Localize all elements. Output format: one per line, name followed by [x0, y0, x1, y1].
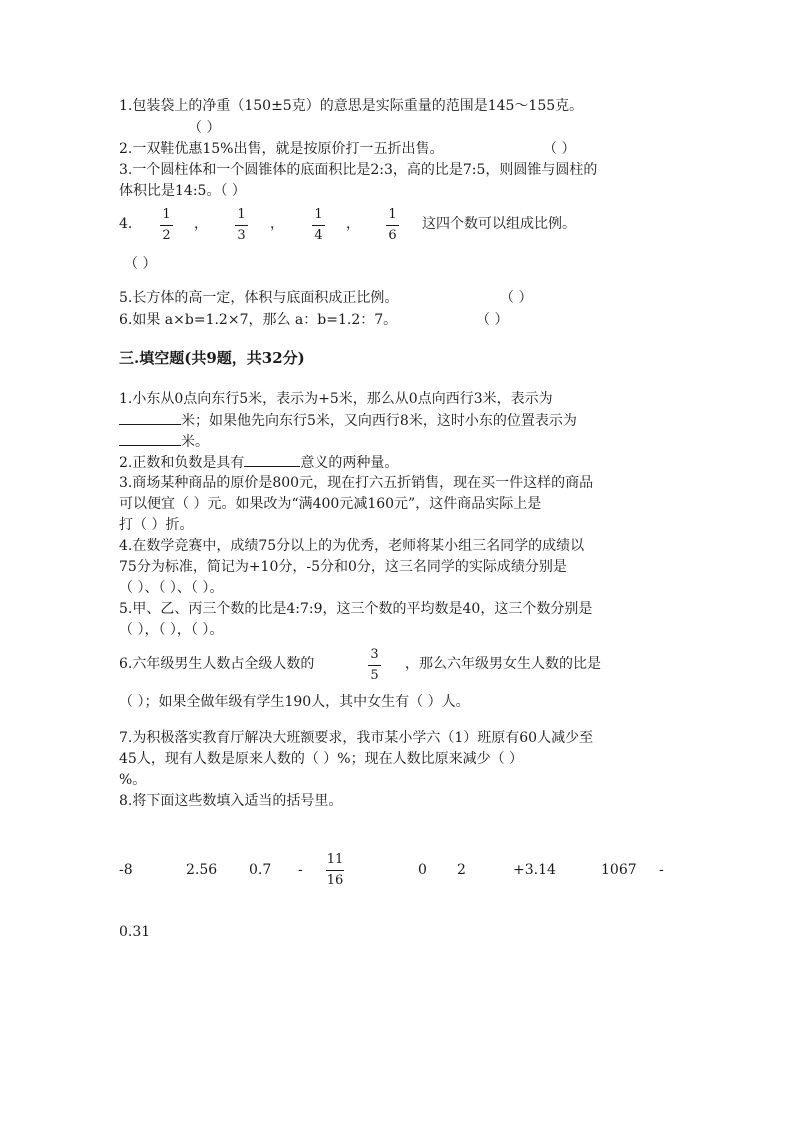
fill-q5-text: 5.甲、乙、丙三个数的比是4:7:9，这三个数的平均数是40，这三个数分别是	[119, 601, 593, 617]
fill-q1-text: 1.小东从0点向东行5米，表示为+5米，那么从0点向西行3米，表示为	[119, 391, 553, 407]
fill-q1-text-end: 米。	[181, 434, 209, 450]
judge-q5-answer-paren[interactable]: （ ）	[500, 290, 533, 306]
fraction-numerator: 1	[314, 207, 323, 222]
number-item: -	[659, 862, 664, 878]
fill-q6-text-end: （ ）；如果全做年级有学生190人，其中女生有（ ）人。	[119, 694, 470, 710]
fraction-bar	[312, 225, 325, 226]
fraction-bar	[326, 870, 344, 871]
number-item: 0.7	[249, 862, 272, 878]
judge-q5-text: 5.长方体的高一定，体积与底面积成正比例。	[119, 290, 399, 306]
judge-q4-number: 4.	[119, 216, 133, 232]
judge-q2-answer-paren[interactable]: （ ）	[543, 141, 576, 157]
fraction-denominator: 3	[237, 228, 246, 243]
fill-q4-text: 4.在数学竞赛中，成绩75分以上的为优秀，老师将某小组三名同学的成绩以	[119, 538, 585, 554]
number-item: 0	[418, 862, 427, 878]
fill-q4-text-cont: 75分为标准，简记为+10分，-5分和0分，这三名同学的实际成绩分别是	[119, 559, 567, 575]
fraction-numerator: 1	[162, 207, 171, 222]
fill-q8-text: 8.将下面这些数填入适当的括号里。	[119, 793, 343, 809]
judge-q6-text: 6.如果 a×b=1.2×7，那么 a：b=1.2：7。	[119, 312, 398, 328]
fraction-numerator: 11	[326, 852, 344, 867]
fill-q7-text: 7.为积极落实教育厅解决大班额要求，我市某小学六（1）班原有60人减少至	[119, 730, 594, 746]
fraction	[160, 207, 173, 244]
number-item: 1067	[601, 862, 637, 878]
fill-q1-line2	[119, 410, 577, 431]
fill-q2-text-end: 意义的两种量。	[300, 455, 399, 471]
fraction	[386, 207, 399, 244]
fraction-bar	[235, 225, 248, 226]
fraction-denominator: 2	[162, 228, 171, 243]
number-item: 0.31	[119, 924, 151, 940]
fraction	[368, 647, 381, 684]
fill-q3-text-end: 打（ ）折。	[119, 517, 194, 533]
fill-q7-text-end: %。	[119, 772, 147, 788]
fill-q2-line	[119, 452, 398, 473]
fill-q3-text: 3.商场某种商品的原价是800元，现在打六五折销售，现在买一件这样的商品	[119, 475, 594, 491]
judge-q1-text: 1.包装袋上的净重（150±5克）的意思是实际重量的范围是145～155克。	[119, 98, 584, 114]
answer-blank[interactable]	[244, 452, 300, 467]
number-item: -	[298, 862, 303, 878]
answer-blank[interactable]	[119, 431, 181, 446]
judge-q2-text: 2.一双鞋优惠15%出售，就是按原价打一五折出售。	[119, 141, 444, 157]
judge-q4-answer-paren[interactable]: （ ）	[124, 256, 157, 272]
fill-q5-text-cont: （ ），（ ），（ ）。	[119, 622, 224, 638]
answer-blank[interactable]	[119, 410, 181, 425]
fill-q6-text: 6.六年级男生人数占全级人数的	[119, 656, 315, 672]
comma: ，	[194, 216, 208, 232]
fraction-numerator: 1	[388, 207, 397, 222]
comma: ，	[346, 216, 360, 232]
judge-q6-answer-paren[interactable]: （ ）	[476, 312, 509, 328]
number-item: 2.56	[186, 862, 218, 878]
judge-q4-text: 这四个数可以组成比例。	[422, 216, 576, 232]
fill-q6-text-cont: ，那么六年级男女生人数的比是	[405, 656, 601, 672]
judge-q1-answer-paren[interactable]: （ ）	[188, 120, 221, 136]
fill-q3-text-cont: 可以便宜（ ）元。如果改为“满400元减160元”，这件商品实际上是	[119, 496, 542, 512]
fraction-bar	[386, 225, 399, 226]
fraction	[326, 852, 344, 889]
fraction-bar	[368, 665, 381, 666]
comma: ，	[270, 216, 284, 232]
judge-q3-text-cont: 体积比是14:5。（ ）	[119, 183, 246, 199]
fraction-numerator: 3	[370, 647, 379, 662]
fraction-bar	[160, 225, 173, 226]
fraction-numerator: 1	[237, 207, 246, 222]
fill-q4-text-end: （ ）、（ ）、（ ）。	[119, 580, 224, 596]
fraction-denominator: 16	[326, 873, 344, 888]
fill-q1-text-cont: 米；如果他先向东行5米，又向西行8米，这时小东的位置表示为	[181, 413, 577, 429]
fraction-denominator: 4	[314, 228, 323, 243]
fraction-denominator: 6	[388, 228, 397, 243]
number-item: 2	[457, 862, 466, 878]
fraction	[235, 207, 248, 244]
fraction-denominator: 5	[370, 668, 379, 683]
fill-q1-line3	[119, 431, 209, 452]
section-title: 三.填空题(共9题，共32分)	[119, 349, 305, 367]
number-item: -8	[119, 862, 133, 878]
number-item: +3.14	[513, 862, 556, 878]
judge-q3-text: 3.一个圆柱体和一个圆锥体的底面积比是2:3，高的比是7:5，则圆锥与圆柱的	[119, 162, 598, 178]
fraction	[312, 207, 325, 244]
fill-q2-text: 2.正数和负数是具有	[119, 455, 245, 471]
fill-q7-text-cont: 45人，现有人数是原来人数的（ ）%；现在人数比原来减少（ ）	[119, 751, 524, 767]
